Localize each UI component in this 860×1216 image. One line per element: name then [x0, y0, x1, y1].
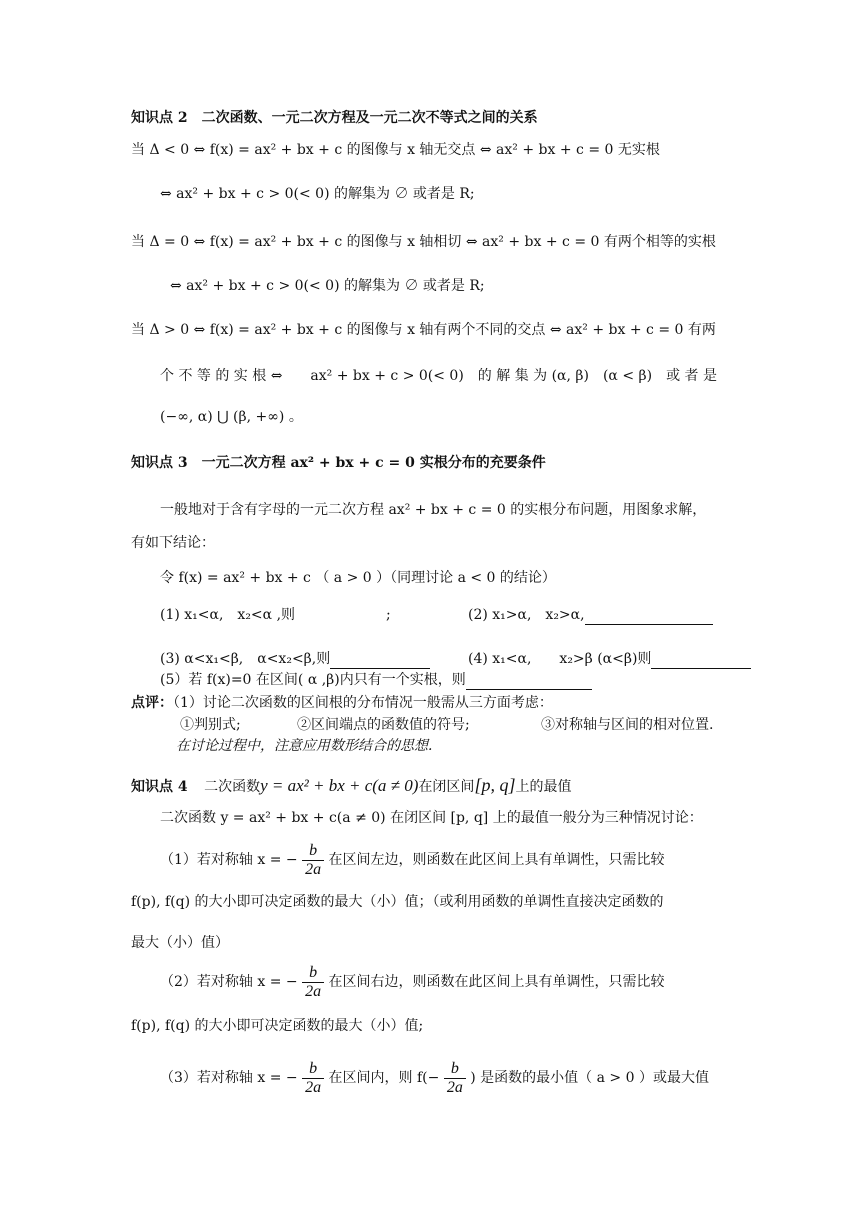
kp2-line5: 当 Δ > 0 ⇔ f(x) = ax² + bx + c 的图像与 x 轴有两个不同的交点 ⇔ ax² + bx + c = 0 有两	[131, 322, 716, 338]
case-2	[160, 962, 665, 1002]
condition-3-blank[interactable]	[330, 652, 430, 669]
kp2-line7: (−∞, α) ⋃ (β, +∞) 。	[160, 409, 303, 425]
axis-fraction-1	[302, 842, 324, 879]
case-1	[160, 840, 665, 880]
fraction-numerator: b	[302, 842, 324, 861]
kp3-intro2: 有如下结论：	[131, 535, 215, 551]
condition-1-tail: ;	[386, 607, 391, 623]
kp4-title-interval: [p, q]	[474, 775, 516, 795]
condition-5	[160, 670, 592, 690]
fraction-denominator: 2a	[305, 860, 322, 878]
condition-1-text: (1) x₁<α, x₂<α ,则	[160, 607, 296, 623]
axis-fraction-4	[444, 1060, 466, 1097]
condition-5-blank[interactable]	[466, 673, 592, 690]
case-3-pre: （3）若对称轴 x = −	[160, 1070, 298, 1086]
condition-4-text: (4) x₁<α, x₂>β (α<β)则	[468, 651, 652, 667]
condition-4-blank[interactable]	[651, 652, 751, 669]
comment-note: 在讨论过程中，注意应用数形结合的思想.	[176, 738, 433, 754]
fraction-denominator: 2a	[305, 1078, 322, 1096]
comment-label: 点评：	[131, 695, 173, 711]
comment-point-1: ①判别式;	[180, 717, 241, 733]
condition-3	[160, 649, 430, 669]
kp4-title	[131, 775, 571, 797]
comment-point-3: ③对称轴与区间的相对位置.	[541, 717, 714, 733]
axis-fraction-3	[302, 1060, 324, 1097]
condition-3-text: (3) α<x₁<β, α<x₂<β,则	[160, 651, 331, 667]
kp2-line1: 当 Δ < 0 ⇔ f(x) = ax² + bx + c 的图像与 x 轴无交点 ⇔ ax² + bx + c = 0 无实根	[131, 142, 660, 158]
fraction-denominator: 2a	[305, 982, 322, 1000]
condition-1	[160, 605, 295, 625]
condition-2-blank[interactable]	[585, 608, 713, 625]
case-3-mid: 在区间内，则 f(−	[328, 1070, 440, 1086]
kp2-line6: 个 不 等 的 实 根 ⇔ ax² + bx + c > 0(< 0) 的 解 集 为 (α, β) (α < β) 或 者 是	[160, 368, 717, 384]
comment-line	[131, 693, 553, 713]
kp3-intro1: 一般地对于含有字母的一元二次方程 ax² + bx + c = 0 的实根分布问题，用图象求解，	[160, 502, 707, 518]
fraction-denominator: 2a	[446, 1078, 463, 1096]
comment-text: （1）讨论二次函数的区间根的分布情况一般需从三方面考虑：	[173, 695, 553, 711]
condition-2-text: (2) x₁>α, x₂>α,	[468, 607, 585, 623]
kp4-title-number: 知识点 4	[131, 779, 188, 795]
kp2-line4: ⇔ ax² + bx + c > 0(< 0) 的解集为 ∅ 或者是 R;	[170, 278, 485, 294]
fraction-numerator: b	[444, 1060, 466, 1079]
case-3	[160, 1058, 709, 1098]
kp4-title-expr: y = ax² + bx + c(a ≠ 0)	[260, 776, 419, 795]
case-1-line2: f(p), f(q) 的大小即可决定函数的最大（小）值；（或利用函数的单调性直接决定函数的	[131, 894, 664, 910]
condition-2	[468, 605, 713, 625]
fraction-numerator: b	[302, 1060, 324, 1079]
kp2-line2: ⇔ ax² + bx + c > 0(< 0) 的解集为 ∅ 或者是 R;	[160, 186, 475, 202]
fraction-numerator: b	[302, 964, 324, 983]
condition-4	[468, 649, 751, 669]
kp2-line3: 当 Δ = 0 ⇔ f(x) = ax² + bx + c 的图像与 x 轴相切 ⇔ ax² + bx + c = 0 有两个相等的实根	[131, 234, 716, 250]
case-3-post: ) 是函数的最小值（ a > 0 ）或最大值	[470, 1070, 709, 1086]
kp4-title-text: 二次函数	[204, 779, 261, 795]
case-2-post: 在区间右边，则函数在此区间上具有单调性，只需比较	[328, 974, 665, 990]
condition-5-text: (5）若 f(x)=0 在区间( α ,β)内只有一个实根，则	[160, 672, 466, 688]
case-1-line3: 最大（小）值）	[131, 935, 229, 951]
kp4-intro: 二次函数 y = ax² + bx + c(a ≠ 0) 在闭区间 [p, q] 上的最值一般分为三种情况讨论：	[160, 810, 703, 826]
kp4-title-post: 上的最值	[515, 779, 572, 795]
kp3-let: 令 f(x) = ax² + bx + c （ a > 0 ）（同理讨论 a < 0 的结论）	[160, 570, 556, 586]
case-1-post: 在区间左边，则函数在此区间上具有单调性，只需比较	[328, 852, 665, 868]
case-2-line2: f(p), f(q) 的大小即可决定函数的最大（小）值;	[131, 1018, 424, 1034]
kp4-title-mid: 在闭区间	[418, 779, 475, 795]
kp2-title: 知识点 2 二次函数、一元二次方程及一元二次不等式之间的关系	[131, 110, 538, 126]
kp3-title: 知识点 3 一元二次方程 ax² + bx + c = 0 实根分布的充要条件	[131, 455, 546, 471]
case-2-pre: （2）若对称轴 x = −	[160, 974, 298, 990]
axis-fraction-2	[302, 964, 324, 1001]
comment-point-2: ②区间端点的函数值的符号;	[297, 717, 470, 733]
case-1-pre: （1）若对称轴 x = −	[160, 852, 298, 868]
